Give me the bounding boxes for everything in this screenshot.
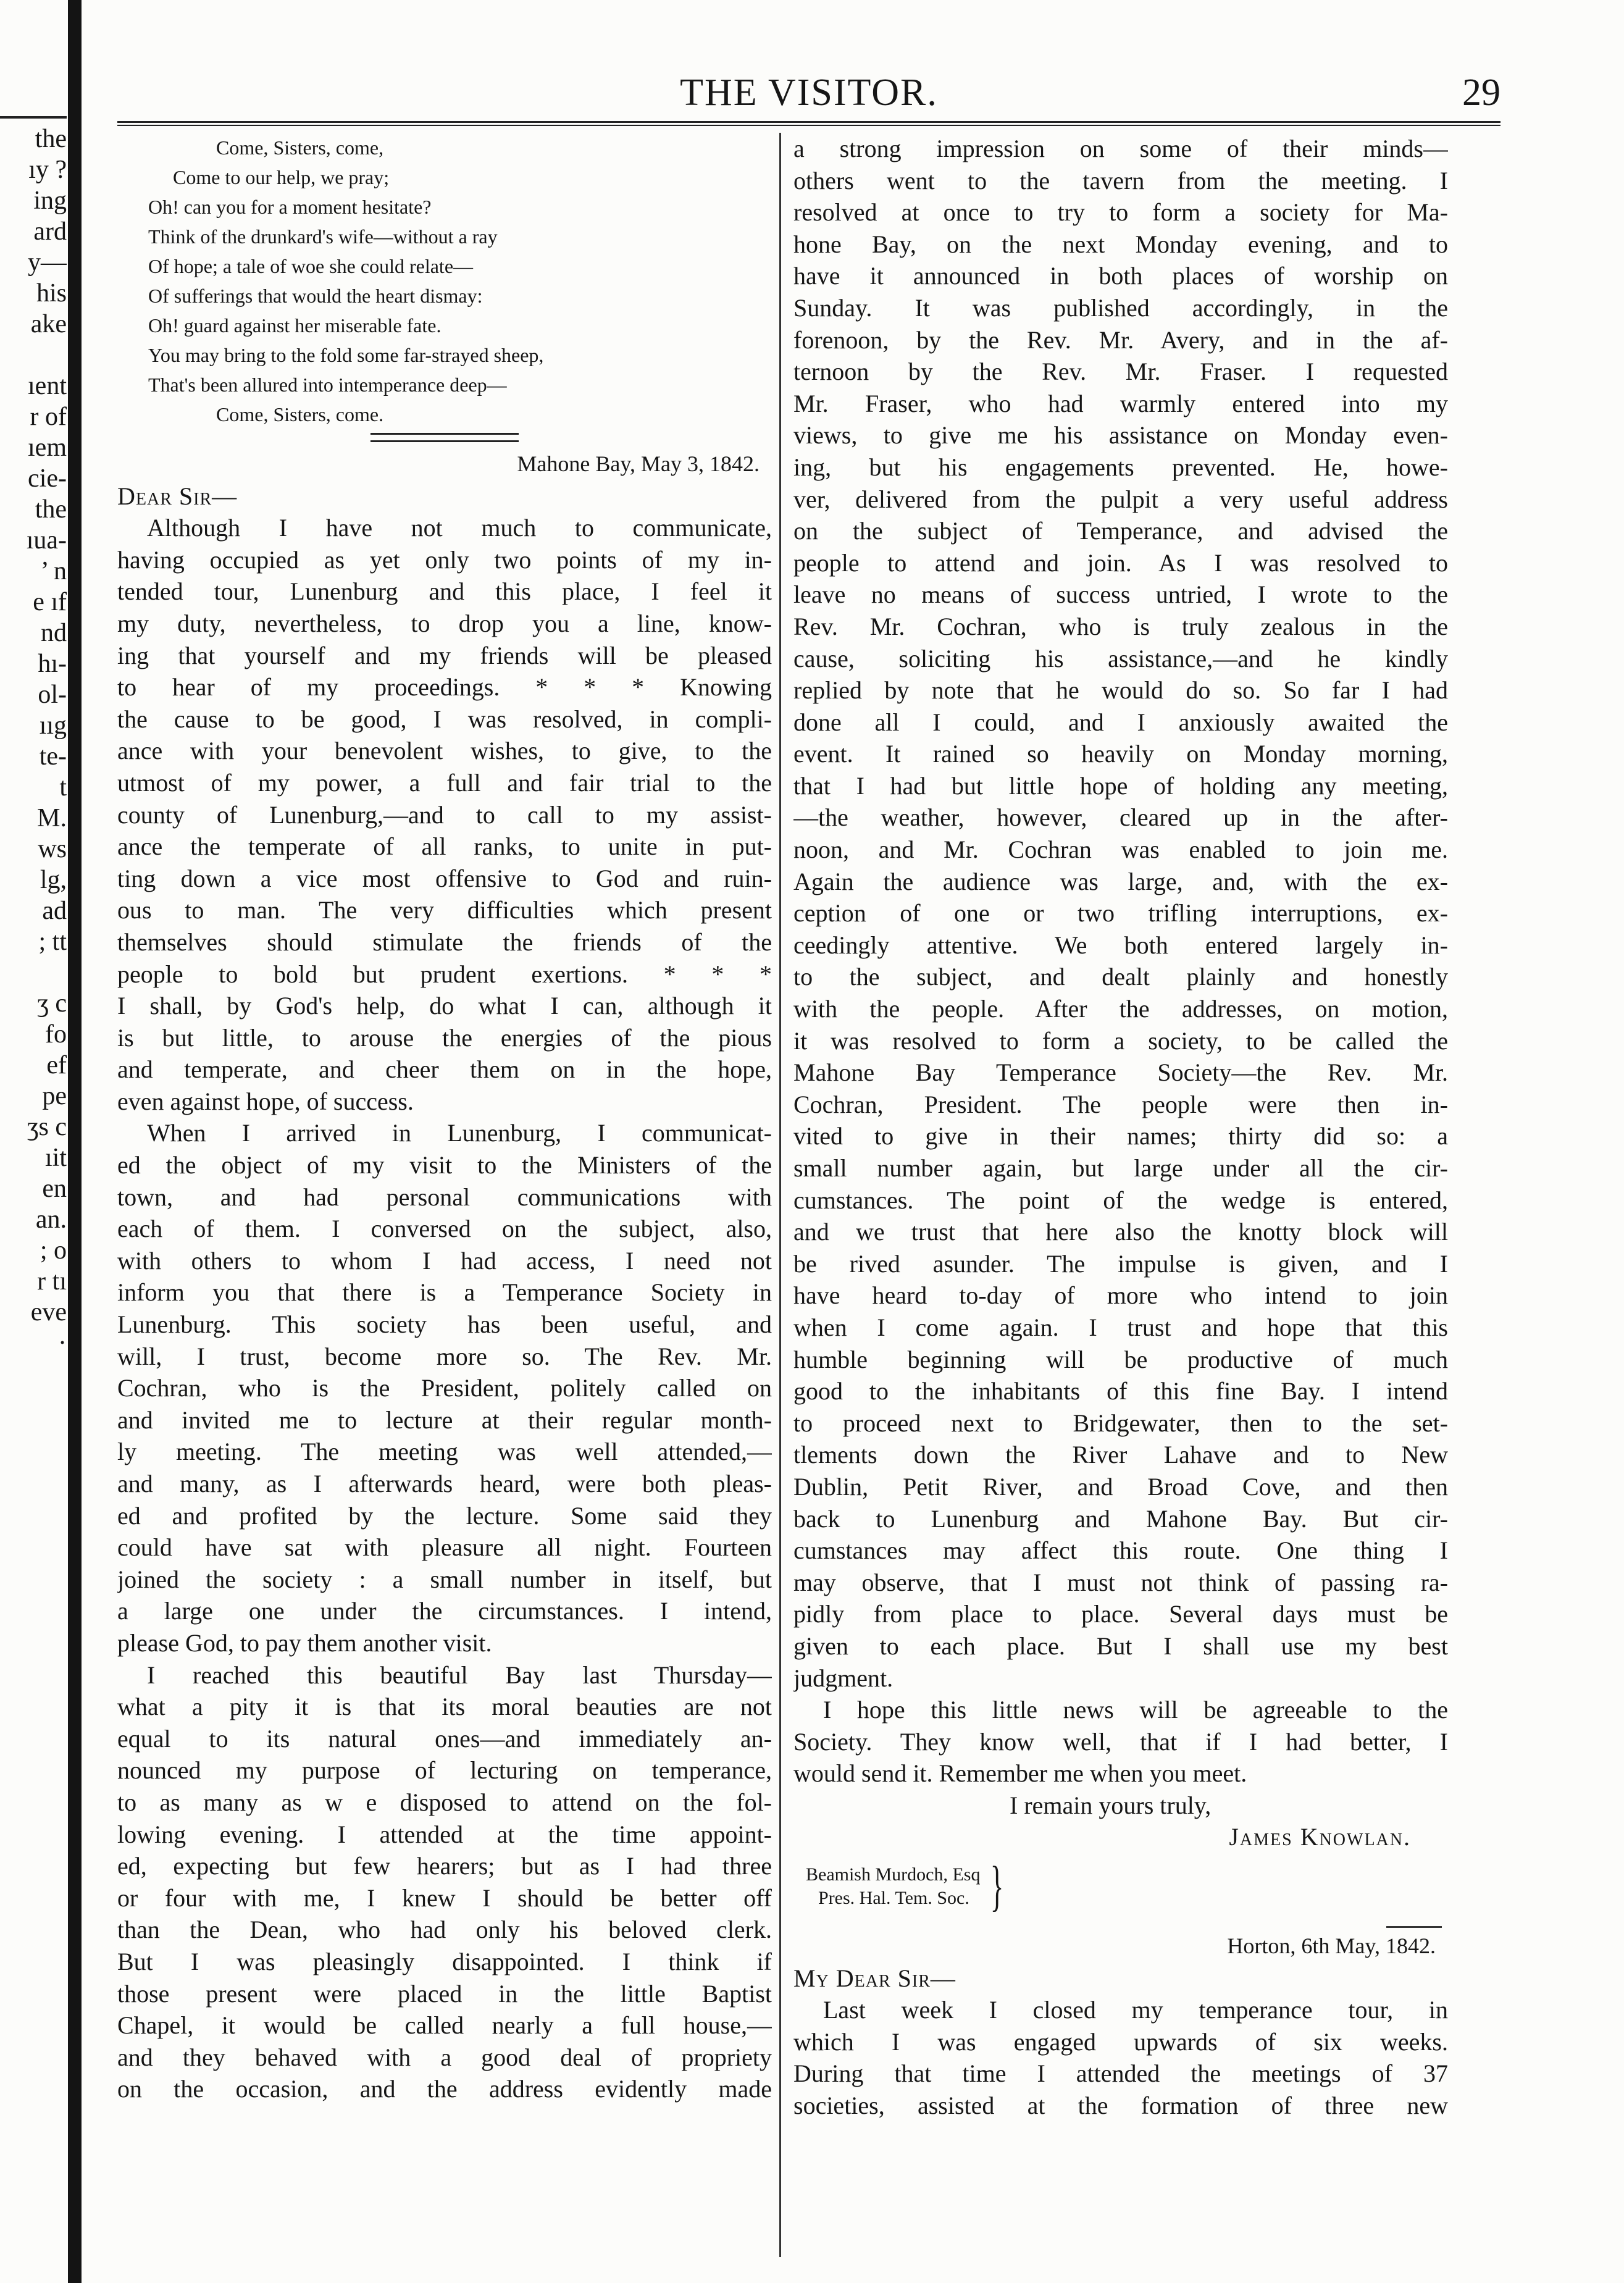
addressee-name: Beamish Murdoch, Esq <box>806 1864 981 1885</box>
fragment-line: ıy ? <box>28 156 67 184</box>
body-line: inform you that there is a Temperance Society in <box>117 1278 772 1307</box>
body-line: tended tour, Lunenburg and this place, I feel it <box>117 577 772 606</box>
fragment-line: e ıf <box>33 588 67 616</box>
fragment-line: r of <box>30 403 67 431</box>
body-line: Dublin, Petit River, and Broad Cove, and then <box>793 1472 1448 1501</box>
fragment-line: ef <box>46 1051 67 1079</box>
body-line: pidly from place to place. Several days must be <box>793 1600 1448 1628</box>
fragment-line: ıem <box>28 434 67 462</box>
header-rule <box>117 121 1501 126</box>
body-line: cumstances. The point of the wedge is entered, <box>793 1186 1448 1214</box>
body-line: joined the society : a small number in itself, but <box>117 1565 772 1593</box>
body-line: event. It rained so heavily on Monday morning, <box>793 740 1448 768</box>
body-line: ver, delivered from the pulpit a very useful address <box>793 485 1448 513</box>
body-line: people to attend and join. As I was resolved to <box>793 548 1448 577</box>
body-line: humble beginning will be productive of much <box>793 1345 1448 1373</box>
body-line: small number again, but large under all the cir- <box>793 1154 1448 1182</box>
letter-body <box>117 512 772 2105</box>
page-number: 29 <box>1462 72 1501 114</box>
letter-salutation: Dear Sir— <box>117 482 238 510</box>
body-line: Lunenburg. This society has been useful, and <box>117 1310 772 1339</box>
body-line: when I come again. I trust and hope that this <box>793 1313 1448 1341</box>
left-column <box>117 133 772 2105</box>
right-column <box>793 133 1448 2122</box>
previous-page-rule <box>0 116 67 119</box>
fragment-line: cie- <box>28 464 67 493</box>
body-line: to the subject, and dealt plainly and honestly <box>793 963 1448 991</box>
body-line: even against hope, of success. <box>117 1087 414 1115</box>
body-line: Although I have not much to communicate, <box>147 514 772 542</box>
body-line: ceedingly attentive. We both entered largely in- <box>793 931 1448 959</box>
body-line: what a pity it is that its moral beauties are not <box>117 1693 772 1721</box>
poem-line: Of hope; a tale of woe she could relate— <box>148 255 474 277</box>
body-line: my duty, nevertheless, to drop you a line, know- <box>117 609 772 637</box>
body-line: During that time I attended the meetings of 37 <box>793 2059 1448 2088</box>
body-line: county of Lunenburg,—and to call to my assist- <box>117 800 772 829</box>
body-line: Society. They know well, that if I had better, I <box>793 1727 1448 1756</box>
fragment-line: lg, <box>40 866 67 894</box>
fragment-line: ıent <box>28 372 67 400</box>
fragment-line: the <box>35 495 67 524</box>
letter-body-continued <box>793 133 1448 1790</box>
body-line: a strong impression on some of their minds— <box>793 135 1448 162</box>
body-line: ing, but his engagements prevented. He, howe- <box>793 453 1448 481</box>
body-line: Chapel, it would be called nearly a full house,— <box>117 2011 772 2040</box>
body-line: resolved at once to try to form a society for Ma- <box>793 198 1448 227</box>
body-line: it was resolved to form a society, to be called the <box>793 1026 1448 1055</box>
body-line: Again the audience was large, and, with the ex- <box>793 867 1448 895</box>
body-line: ed and profited by the lecture. Some said they <box>117 1501 772 1530</box>
body-line: given to each place. But I shall use my best <box>793 1632 1448 1660</box>
body-line: town, and had personal communications with <box>117 1183 772 1211</box>
second-letter-salutation: My Dear Sir— <box>793 1964 956 1992</box>
fragment-line: M. <box>37 804 67 832</box>
fragment-line: r tı <box>37 1267 67 1296</box>
fragment-line: ; o <box>40 1236 67 1265</box>
body-line: with the people. After the addresses, on motion, <box>793 995 1448 1023</box>
fragment-line: t <box>59 773 67 802</box>
body-line: could have sat with pleasure all night. Fourteen <box>117 1533 772 1562</box>
body-line: replied by note that he would do so. So far I had <box>793 676 1448 705</box>
body-line: ed, expecting but few hearers; but as I had three <box>117 1852 772 1880</box>
body-line: vited to give in their names; thirty did so: a <box>793 1122 1448 1150</box>
body-line: have heard to-day of more who intend to join <box>793 1281 1448 1310</box>
body-line: ly meeting. The meeting was well attended,— <box>117 1438 772 1466</box>
brace-glyph: } <box>990 1856 1004 1917</box>
second-letter-dateline: Horton, 6th May, 1842. <box>1227 1933 1436 1959</box>
body-line: and many, as I afterwards heard, were both pleas- <box>117 1470 772 1498</box>
body-line: nounced my purpose of lecturing on temperance, <box>117 1756 772 1785</box>
fragment-line: hı- <box>38 650 67 678</box>
body-line: on the occasion, and the address evidently made <box>117 2075 772 2103</box>
body-line: good to the inhabitants of this fine Bay. I intend <box>793 1377 1448 1405</box>
body-line: is but little, to arouse the energies of the pious <box>117 1023 772 1052</box>
body-line: others went to the tavern from the meeting. I <box>793 166 1448 195</box>
poem-line: Oh! guard against her miserable fate. <box>148 314 442 337</box>
body-line: societies, assisted at the formation of three new <box>793 2092 1448 2120</box>
body-line: Rev. Mr. Cochran, who is truly zealous in the <box>793 612 1448 640</box>
body-line: Cochran, who is the President, politely called on <box>117 1374 772 1402</box>
body-line: and they behaved with a good deal of propriety <box>117 2043 772 2071</box>
fragment-line: pe <box>42 1082 67 1110</box>
body-line: with others to whom I had access, I need not <box>117 1246 772 1275</box>
body-line: the cause to be good, I was resolved, in compli- <box>117 705 772 733</box>
fragment-line: ad <box>42 897 67 925</box>
body-line: I reached this beautiful Bay last Thursday— <box>147 1661 772 1689</box>
letter-dateline: Mahone Bay, May 3, 1842. <box>517 451 760 476</box>
body-line: noon, and Mr. Cochran was enabled to join me. <box>793 836 1448 864</box>
fragment-line: ʒ c <box>37 989 67 1018</box>
poem-line: Come, Sisters, come. <box>216 403 384 425</box>
body-line: I shall, by God's help, do what I can, although it <box>117 992 772 1020</box>
body-line: cause, soliciting his assistance,—and he kindly <box>793 644 1448 672</box>
body-line: Cochran, President. The people were then in- <box>793 1090 1448 1118</box>
body-line: —the weather, however, cleared up in the after- <box>793 803 1448 832</box>
fragment-line: en <box>42 1175 67 1203</box>
body-line: leave no means of success untried, I wrote to the <box>793 580 1448 609</box>
second-letter-body <box>793 1994 1448 2121</box>
body-line: hone Bay, on the next Monday evening, and to <box>793 230 1448 258</box>
body-line: ception of one or two trifling interruptions, ex- <box>793 899 1448 928</box>
body-line: than the Dean, who had only his beloved clerk. <box>117 1916 772 1944</box>
body-line: and temperate, and cheer them on in the hope, <box>117 1055 772 1084</box>
body-line: which I was engaged upwards of six weeks. <box>793 2027 1448 2056</box>
page-binding-edge <box>68 0 82 2283</box>
fragment-line: ws <box>38 835 67 863</box>
body-line: forenoon, by the Rev. Mr. Avery, and in the af- <box>793 325 1448 354</box>
column-divider <box>779 133 781 2257</box>
body-line: to proceed next to Bridgewater, then to the set- <box>793 1409 1448 1437</box>
body-line: would send it. Remember me when you meet. <box>793 1759 1247 1788</box>
poem-line: Oh! can you for a moment hesitate? <box>148 196 432 218</box>
fragment-line: ing <box>33 186 67 215</box>
body-line: ing that yourself and my friends will be pleased <box>117 641 772 669</box>
fragment-line: his <box>36 279 67 308</box>
previous-page-column-fragment <box>0 124 67 1359</box>
body-line: I hope this little news will be agreeable to the <box>823 1696 1448 1724</box>
fragment-line: · <box>58 1329 67 1357</box>
fragment-line: ; tt <box>38 928 67 956</box>
fragment-line: fo <box>45 1020 67 1049</box>
body-line: ous to man. The very difficulties which present <box>117 896 772 924</box>
fragment-line: ’ n <box>40 557 67 585</box>
fragment-line: ıit <box>44 1144 67 1172</box>
body-line: may observe, that I must not think of passing ra- <box>793 1568 1448 1596</box>
body-line: done all I could, and I anxiously awaited the <box>793 708 1448 736</box>
body-line: ting down a vice most offensive to God and ruin- <box>117 864 772 892</box>
poem-line: You may bring to the fold some far-strayed sheep, <box>148 344 544 366</box>
fragment-line: ʒs c <box>27 1113 67 1141</box>
body-line: and we trust that here also the knotty block will <box>793 1218 1448 1246</box>
poem-line: Of sufferings that would the heart dismay: <box>148 285 483 307</box>
body-line: cumstances may affect this route. One thing I <box>793 1536 1448 1565</box>
body-line: back to Lunenburg and Mahone Bay. But cir- <box>793 1504 1448 1533</box>
body-line: lowing evening. I attended at the time appoint- <box>117 1820 772 1848</box>
body-line: utmost of my power, a full and fair trial to the <box>117 768 772 797</box>
fragment-line: ake <box>30 310 67 338</box>
section-divider <box>370 433 519 442</box>
fragment-line: ııg <box>39 711 67 740</box>
letter-signature: James Knowlan. <box>1229 1823 1411 1851</box>
body-line: people to bold but prudent exertions. * * * <box>117 960 772 988</box>
poem-line: Think of the drunkard's wife—without a ray <box>148 225 498 248</box>
addressee-title: Pres. Hal. Tem. Soc. <box>818 1888 969 1909</box>
letter-separator-rule <box>1386 1926 1442 1928</box>
fragment-line: ol- <box>38 681 67 709</box>
body-line: be rived asunder. The impulse is given, and I <box>793 1249 1448 1278</box>
body-line: each of them. I conversed on the subject, also, <box>117 1215 772 1243</box>
fragment-line <box>0 957 67 988</box>
body-line: views, to give me his assistance on Monday even- <box>793 421 1448 450</box>
body-line: a large one under the circumstances. I intend, <box>117 1597 772 1625</box>
fragment-line: eve <box>30 1298 67 1326</box>
body-line: judgment. <box>793 1664 894 1692</box>
body-line: have it announced in both places of worship on <box>793 262 1448 290</box>
body-line: Last week I closed my temperance tour, in <box>823 1996 1448 2024</box>
poem-line: That's been allured into intemperance deep— <box>148 374 507 396</box>
fragment-line: an. <box>35 1205 67 1234</box>
body-line: tlements down the River Lahave and to New <box>793 1441 1448 1469</box>
body-line: ed the object of my visit to the Ministers of the <box>117 1151 772 1179</box>
body-line: on the subject of Temperance, and advised the <box>793 517 1448 545</box>
body-line: But I was pleasingly disappointed. I think if <box>117 1947 772 1975</box>
body-line: equal to its natural ones—and immediately an- <box>117 1724 772 1753</box>
body-line: ance with your benevolent wishes, to give, to the <box>117 737 772 765</box>
fragment-line: y— <box>28 248 67 277</box>
body-line: and invited me to lecture at their regular month- <box>117 1405 772 1434</box>
body-line: Mr. Fraser, who had warmly entered into my <box>793 389 1448 417</box>
fragment-line: nd <box>41 619 67 647</box>
body-line: to hear of my proceedings. * * * Knowing <box>117 673 772 702</box>
fragment-line: ard <box>33 217 67 246</box>
body-line: ance the temperate of all ranks, to unite in put- <box>117 832 772 861</box>
addressee-block <box>793 1856 1448 1917</box>
body-line: ternoon by the Rev. Mr. Fraser. I requested <box>793 358 1448 386</box>
body-line: or four with me, I knew I should be better off <box>117 1883 772 1912</box>
body-line: Mahone Bay Temperance Society—the Rev. Mr. <box>793 1058 1448 1087</box>
poem-line: Come to our help, we pray; <box>173 166 390 188</box>
body-line: Sunday. It was published accordingly, in the <box>793 293 1448 322</box>
body-line: When I arrived in Lunenburg, I communicat- <box>147 1119 772 1147</box>
body-line: that I had but little hope of holding any meeting, <box>793 771 1448 800</box>
poem-line: Come, Sisters, come, <box>216 136 384 159</box>
running-title: THE VISITOR. <box>680 72 938 114</box>
body-line: to as many as w e disposed to attend on the fol- <box>117 1788 772 1816</box>
letter-closing: I remain yours truly, <box>1010 1791 1212 1819</box>
body-line: themselves should stimulate the friends of the <box>117 928 772 956</box>
poem <box>117 133 772 429</box>
fragment-line: te- <box>39 742 67 771</box>
fragment-line <box>0 340 67 371</box>
body-line: those present were placed in the little Baptist <box>117 1979 772 2008</box>
fragment-line: ıua- <box>26 526 67 555</box>
page-header <box>117 71 1501 120</box>
fragment-line: the <box>35 125 67 153</box>
body-line: will, I trust, become more so. The Rev. Mr. <box>117 1342 772 1370</box>
body-line: please God, to pay them another visit. <box>117 1628 492 1657</box>
body-line: having occupied as yet only two points of my in- <box>117 545 772 574</box>
